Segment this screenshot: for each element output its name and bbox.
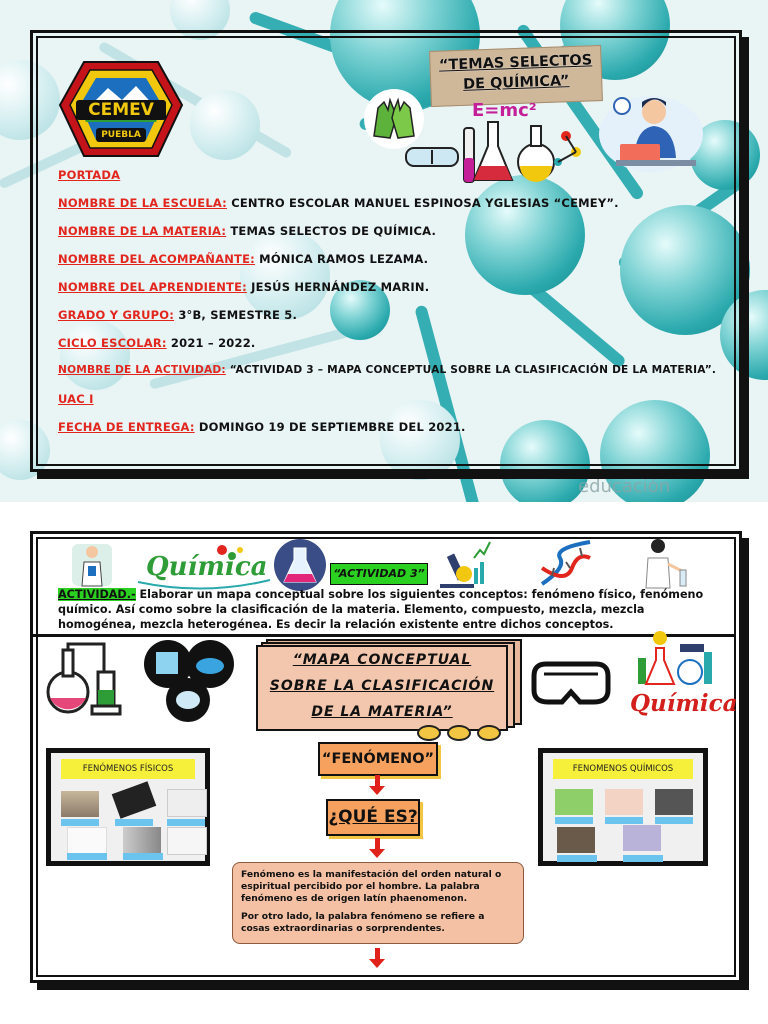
- photo-thumb: [112, 781, 157, 818]
- info-line-uac: UAC I: [58, 392, 94, 406]
- school-logo: [58, 60, 184, 160]
- info-line-school: NOMBRE DE LA ESCUELA: CENTRO ESCOLAR MANUEL ESPINOSA YGLESIAS “CEMEY”.: [58, 196, 619, 210]
- arrow-down: [372, 775, 382, 795]
- arrow-down: [372, 838, 382, 858]
- thumb-caption: [555, 817, 593, 824]
- photo-thumb: [123, 827, 161, 853]
- thumb-caption: [557, 855, 597, 862]
- watermark: educación: [578, 476, 671, 497]
- safety-goggles-icon: [528, 656, 614, 708]
- photo-thumb: [655, 789, 693, 815]
- thumb-caption: [655, 817, 693, 824]
- photo-thumb: [167, 827, 207, 855]
- quimica-right-text: Química: [630, 690, 738, 717]
- quimica-lab-icon: [630, 628, 726, 688]
- activity-label: ACTIVIDAD.-: [58, 588, 136, 601]
- activity-text: Elaborar un mapa conceptual sobre los siguientes conceptos: fenómeno físico, fenómeno químico. Así como sobre la clasificación de la materia. Elemento, compuesto, mezcla, mezcla homogénea, mezcla heterogénea. Es decir la relación existente entre dichos conceptos.: [58, 588, 704, 631]
- cover-title: [429, 45, 603, 107]
- thumb-caption: [623, 855, 663, 862]
- activity-description: [58, 587, 718, 632]
- gloves-icon: [360, 88, 428, 150]
- title-line-1: “TEMAS SELECTOS: [438, 52, 593, 74]
- ring-1: [417, 725, 441, 741]
- quimica-logo: [134, 540, 274, 590]
- scientist-icon: [64, 538, 120, 588]
- info-line-activity: NOMBRE DE LA ACTIVIDAD: “ACTIVIDAD 3 – MAPA CONCEPTUAL SOBRE LA CLASIFICACIÓN DE LA MATERIA”.: [58, 364, 717, 376]
- photo-thumb: [167, 789, 207, 817]
- logo-name: CEMEV: [88, 100, 154, 120]
- definition-box: [232, 862, 524, 944]
- info-line-cycle: CICLO ESCOLAR: 2021 – 2022.: [58, 336, 256, 350]
- que-es-box: ¿QUÉ ES?: [326, 799, 420, 836]
- goggles-icon: [402, 142, 462, 172]
- thumb-caption: [167, 819, 205, 826]
- concept-map-title: [256, 645, 508, 731]
- photo-thumb: [555, 789, 593, 815]
- microscope-icon: [434, 538, 492, 590]
- thumb-caption: [123, 853, 163, 860]
- info-line-teacher: NOMBRE DEL ACOMPAÑANTE: MÓNICA RAMOS LEZAMA.: [58, 252, 429, 266]
- title-line-2: DE QUÍMICA”: [462, 73, 570, 93]
- map-title-line-2: SOBRE LA CLASIFICACIÓN: [269, 678, 495, 694]
- map-title-line-3: DE LA MATERIA”: [311, 704, 453, 720]
- logo-city: PUEBLA: [101, 130, 141, 140]
- arrow-down: [372, 948, 382, 968]
- photo-thumb: [557, 827, 595, 853]
- ring-2: [447, 725, 471, 741]
- map-title-line-1: “MAPA CONCEPTUAL: [292, 652, 472, 668]
- dna-icon: [536, 538, 596, 588]
- chemical-phenomena-header: FENOMENOS QUÍMICOS: [553, 759, 693, 779]
- photo-thumb: [61, 791, 99, 817]
- flasks-icon: [458, 118, 588, 188]
- fenomeno-box: “FENÓMENO”: [318, 742, 438, 776]
- definition-paragraph-2: Por otro lado, la palabra fenómeno se refiere a cosas extraordinarias o sorprendentes.: [241, 911, 485, 934]
- quimica-logo-text: Química: [146, 552, 268, 582]
- definition-paragraph-1: Fenómeno es la manifestación del orden natural o espiritual percibido por el hombre. La palabra fenómeno es de origen latín phaenomenon.: [241, 869, 502, 904]
- photo-thumb: [605, 789, 643, 815]
- flask-sphere-icon: [272, 538, 328, 592]
- distillation-icon: [42, 642, 126, 718]
- lab-worker-icon: [628, 536, 692, 590]
- info-line-portada: PORTADA: [58, 168, 121, 182]
- info-line-group: GRADO Y GRUPO: 3°B, SEMESTRE 5.: [58, 308, 298, 322]
- thumb-caption: [115, 819, 153, 826]
- states-of-matter-icon: [142, 638, 234, 722]
- photo-thumb: [67, 827, 107, 855]
- photo-thumb: [623, 825, 661, 851]
- info-line-date: FECHA DE ENTREGA: DOMINGO 19 DE SEPTIEMBRE DEL 2021.: [58, 420, 466, 434]
- thumb-caption: [61, 819, 99, 826]
- thumb-caption: [67, 853, 107, 860]
- student-reading-icon: [596, 88, 706, 174]
- physical-phenomena-header: FENÓMENOS FÍSICOS: [61, 759, 195, 779]
- ring-3: [477, 725, 501, 741]
- info-line-subject: NOMBRE DE LA MATERIA: TEMAS SELECTOS DE QUÍMICA.: [58, 224, 437, 238]
- thumb-caption: [605, 817, 643, 824]
- physical-phenomena-slide: [46, 748, 210, 866]
- chemical-phenomena-slide: [538, 748, 708, 866]
- activity-badge: “ACTIVIDAD 3”: [330, 563, 428, 585]
- formula: E=mc²: [472, 100, 537, 121]
- info-line-student: NOMBRE DEL APRENDIENTE: JESÚS HERNÁNDEZ MARIN.: [58, 280, 430, 294]
